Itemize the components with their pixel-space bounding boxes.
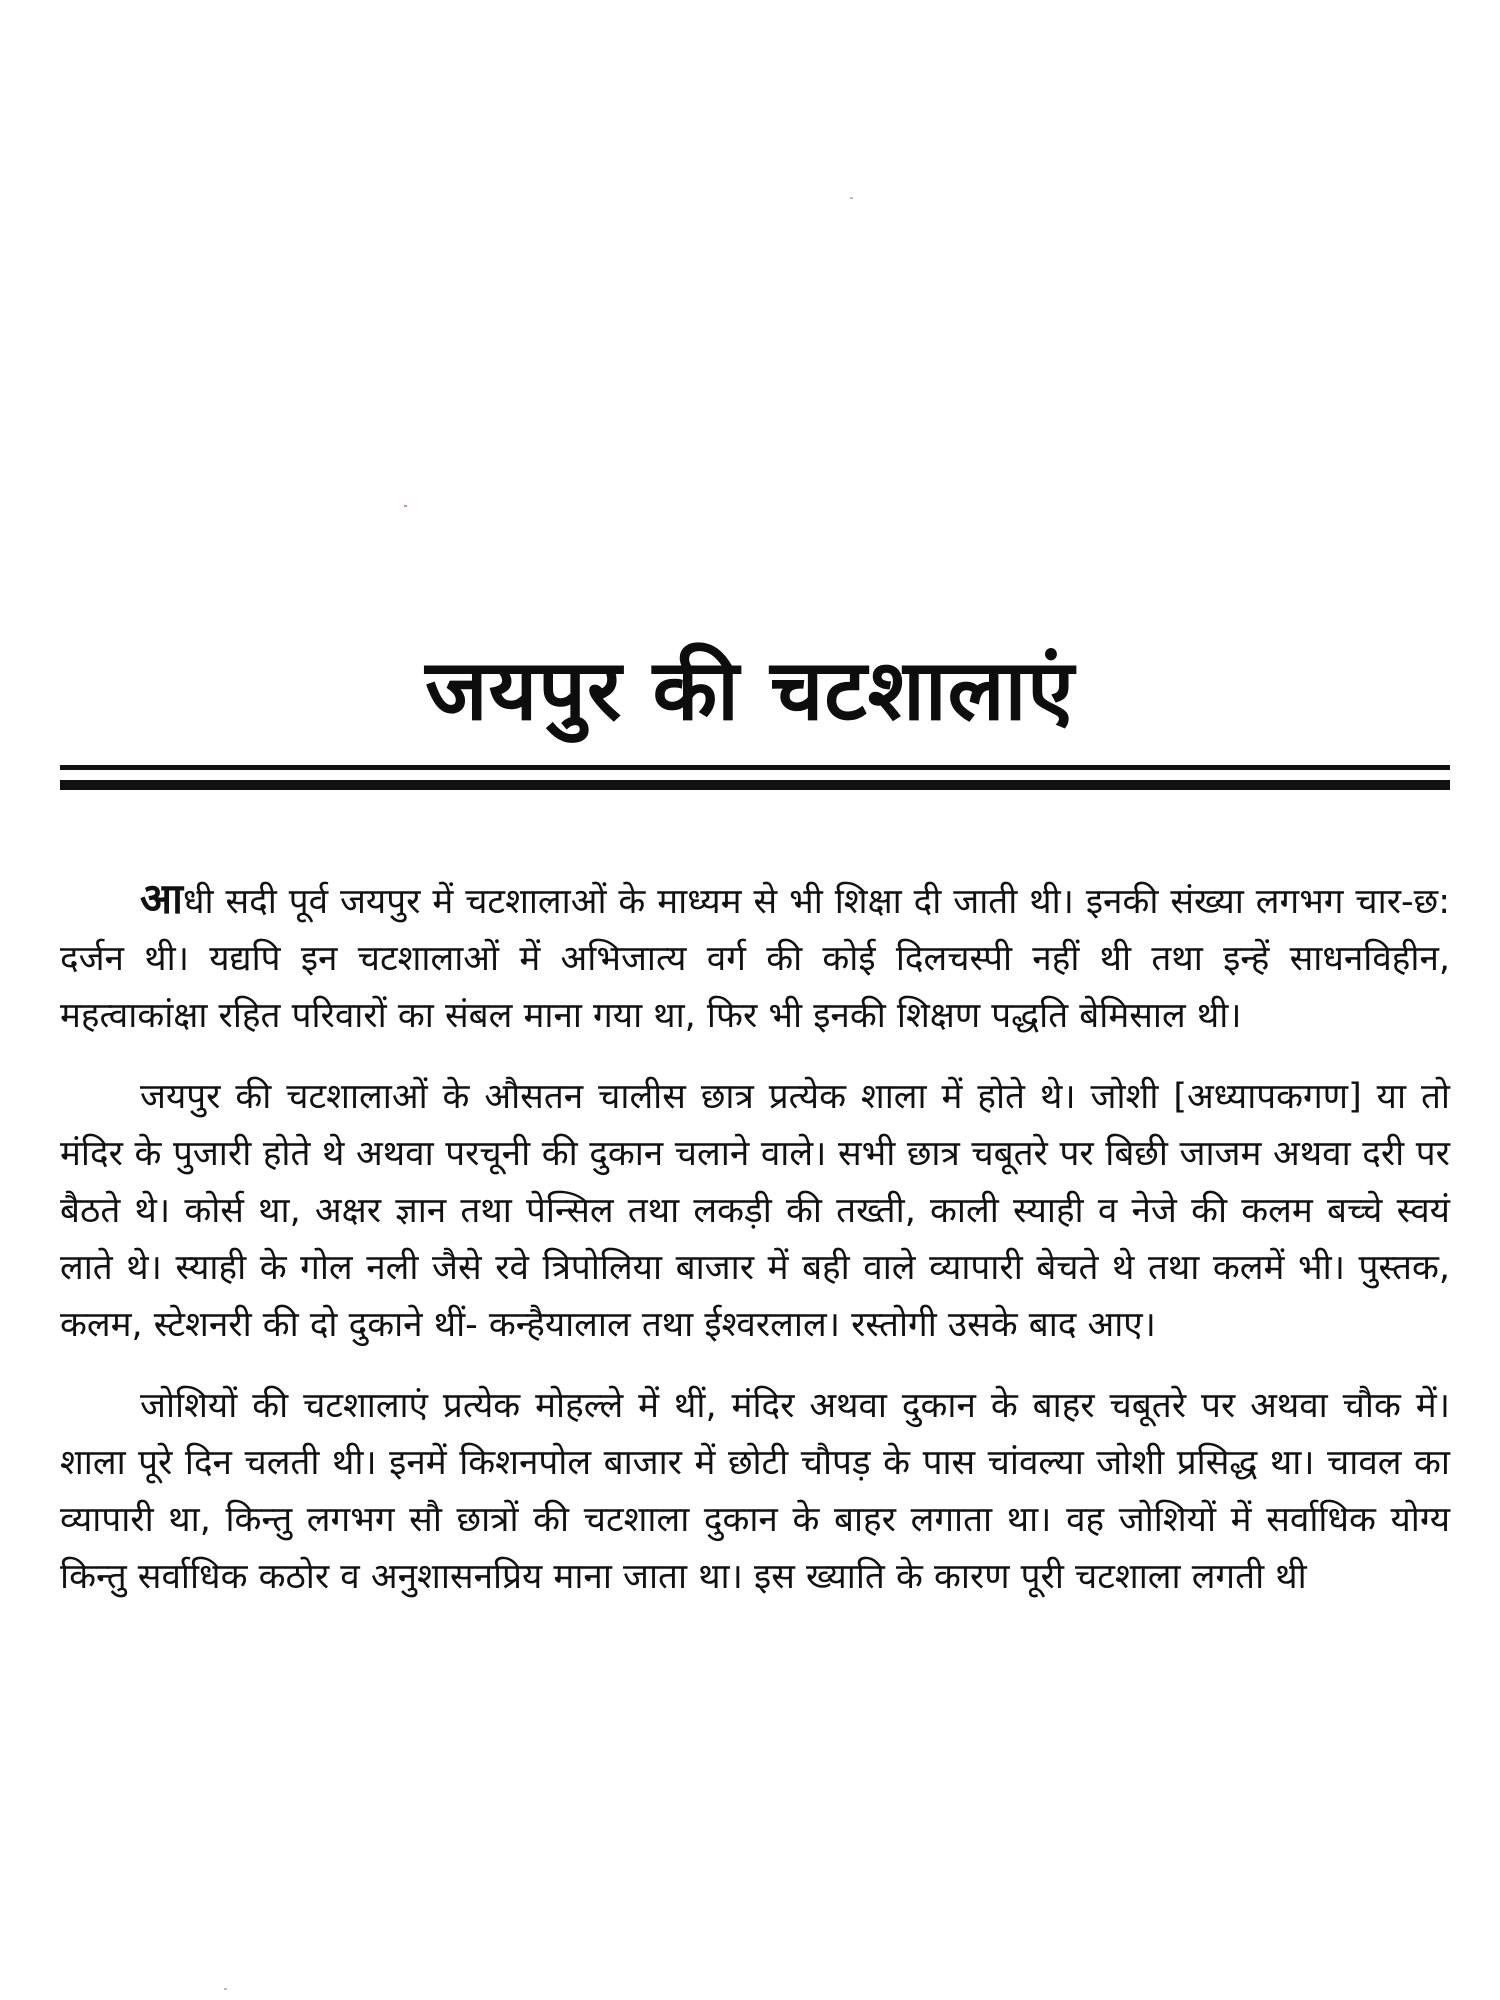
paragraph-lead-letters: आ [140,874,183,923]
chapter-title: जयपुर की चटशालाएं [425,641,1075,739]
body-text [60,870,1450,1630]
paragraph-2: जयपुर की चटशालाओं के औसतन चालीस छात्र प्रत्येक शाला में होते थे। जोशी [अध्यापकगण] या तो मंदिर के पुजारी होते थे अथवा परचूनी की दुकान चलाने वाले। सभी छात्र चबूतरे पर बिछी जाजम अथवा दरी पर बैठते थे। कोर्स था, अक्षर ज्ञान तथा पेन्सिल तथा लकड़ी की तख्ती, काली स्याही व नेजे की कलम बच्चे स्वयं लाते थे। स्याही के गोल नली जैसे रवे त्रिपोलिया बाजार में बही वाले व्यापारी बेचते थे तथा कलमें भी। पुस्तक, कलम, स्टेशनरी की दो दुकाने थीं- कन्हैयालाल तथा ईश्वरलाल। रस्तोगी उसके बाद आए। [60,1077,1450,1345]
scan-speck [224,1988,227,1990]
title-divider-thick [60,780,1450,790]
scan-speck [404,505,407,507]
title-divider-thin [60,765,1450,770]
paragraph-3: जोशियों की चटशालाएं प्रत्येक मोहल्ले में थीं, मंदिर अथवा दुकान के बाहर चबूतरे पर अथवा चौक में। शाला पूरे दिन चलती थी। इनमें किशनपोल बाजार में छोटी चौपड़ के पास चांवल्या जोशी प्रसिद्ध था। चावल का व्यापारी था, किन्तु लगभग सौ छात्रों की चटशाला दुकान के बाहर लगाता था। वह जोशियों में सर्वाधिक योग्य किन्तु सर्वाधिक कठोर व अनुशासनप्रिय माना जाता था। इस ख्याति के कारण पूरी चटशाला लगती थी [60,1386,1450,1597]
scan-speck [850,197,853,199]
paragraph-text: धी सदी पूर्व जयपुर में चटशालाओं के माध्यम से भी शिक्षा दी जाती थी। इनकी संख्या लगभग चार-छ: दर्जन थी। यद्यपि इन चटशालाओं में अभिजात्य वर्ग की कोई दिलचस्पी नहीं थी तथा इन्हें साधनविहीन, महत्वाकांक्षा रहित परिवारों का संबल माना गया था, फिर भी इनकी शिक्षण पद्धति बेमिसाल थी। [60,882,1450,1036]
paragraph-1 [60,870,1450,1045]
